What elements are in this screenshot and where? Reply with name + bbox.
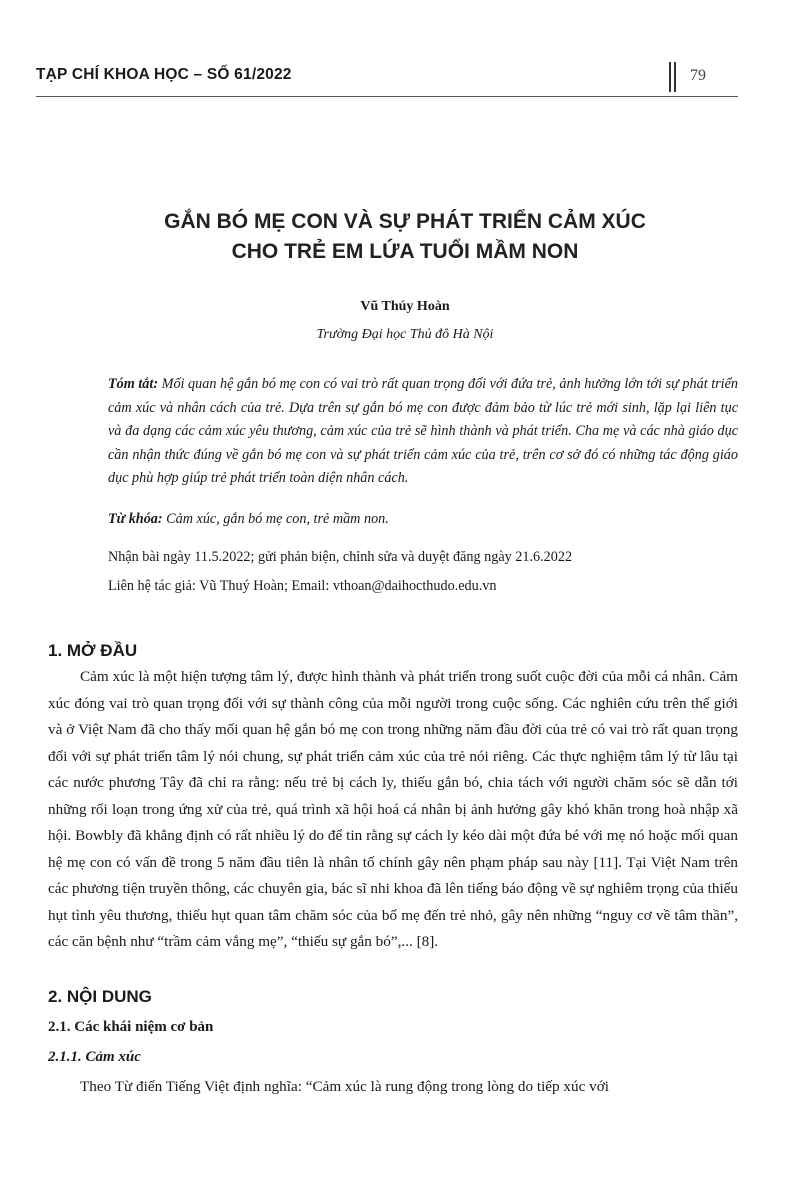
received-info: Nhận bài ngày 11.5.2022; gửi phản biện, chỉnh sửa và duyệt đăng ngày 21.6.2022 (108, 549, 573, 565)
header-rule (36, 96, 738, 97)
content-paragraph: Theo Từ điển Tiếng Việt định nghĩa: “Cảm xúc là rung động trong lòng do tiếp xúc với (80, 1078, 609, 1095)
intro-paragraph: Cảm xúc là một hiện tượng tâm lý, được hình thành và phát triển trong suốt cuộc đời của mỗi cá nhân. Cảm xúc đóng vai trò quan trọng đối với sự thành công của mỗi người trong cuộc sống. Các nghiên cứu trên thế giới và ở Việt Nam đã cho thấy mối quan hệ gắn bó mẹ con trong những năm đầu đời của trẻ có vai trò rất quan trọng đối với sự phát triển tâm lý nói chung, sự phát triển cảm xúc của trẻ nói riêng. Các thực nghiệm tâm lý từ lâu tại các nước phương Tây đã chỉ ra rằng: nếu trẻ bị cách ly, thiếu gắn bó, chia tách với người chăm sóc sẽ dẫn tới những rối loạn trong ứng xử của trẻ, quá trình xã hội hoá cá nhân bị ảnh hưởng gây khó khăn trong hoà nhập xã hội. Bowbly đã khẳng định có rất nhiều lý do để tin rằng sự cách ly kéo dài một đứa bé với mẹ nó hoặc mối quan hệ mẹ con có vấn đề trong 5 năm đầu tiên là nhân tố chính gây nên phạm pháp sau này [11]. Tại Việt Nam trên các phương tiện truyền thông, các chuyên gia, bác sĩ nhi khoa đã lên tiếng báo động về sự nghiêm trọng của thiếu hụt tình yêu thương, thiếu hụt quan tâm chăm sóc của bố mẹ đến trẻ nhỏ, gây nên những “nguy cơ về tâm thần”, các căn bệnh như “trầm cảm vắng mẹ”, “thiếu sự gắn bó”,... [8]. (48, 668, 739, 950)
contact-info: Liên hệ tác giả: Vũ Thuý Hoàn; Email: vthoan@daihocthudo.edu.vn (108, 578, 497, 594)
keywords-label: Từ khóa: (108, 511, 163, 527)
section-heading-intro: 1. MỞ ĐẦU (48, 641, 138, 660)
abstract-text: Mối quan hệ gắn bó mẹ con có vai trò rất quan trọng đối với đứa trẻ, ảnh hưởng lớn tới sự phát triển cảm xúc và nhân cách của trẻ. Dựa trên sự gắn bó mẹ con được đảm bảo từ lúc trẻ mới sinh, lặp lại liên tục và đa dạng các cảm xúc yêu thương, cảm xúc của trẻ sẽ hình thành và phát triển. Cha mẹ và các nhà giáo dục cần nhận thức đúng về gắn bó mẹ con và sự phát triển cảm xúc của trẻ, trên cơ sở đó có những tác động giáo dục phù hợp giúp trẻ phát triển toàn diện nhân cách. (108, 376, 738, 486)
section-heading-content: 2. NỘI DUNG (48, 987, 152, 1006)
page-header (36, 66, 738, 96)
subsubsection-heading: 2.1.1. Cảm xúc (48, 1049, 141, 1065)
keywords-text: Cảm xúc, gắn bó mẹ con, trẻ mầm non. (166, 511, 389, 527)
article-title (60, 207, 750, 267)
header-divider (669, 62, 671, 92)
title-line-2: CHO TRẺ EM LỨA TUỔI MẦM NON (231, 240, 579, 263)
keywords (108, 511, 738, 528)
subsection-heading: 2.1. Các khái niệm cơ bản (48, 1019, 214, 1035)
page-number: 79 (690, 67, 706, 84)
abstract-label: Tóm tắt: (108, 376, 159, 392)
title-line-1: GẮN BÓ MẸ CON VÀ SỰ PHÁT TRIỂN CẢM XÚC (164, 210, 646, 233)
abstract (108, 373, 738, 491)
author-name: Vũ Thúy Hoàn (360, 299, 450, 314)
journal-title: TẠP CHÍ KHOA HỌC – SỐ 61/2022 (36, 66, 292, 83)
author-affiliation: Trường Đại học Thủ đô Hà Nội (316, 327, 494, 342)
header-divider (674, 62, 676, 92)
